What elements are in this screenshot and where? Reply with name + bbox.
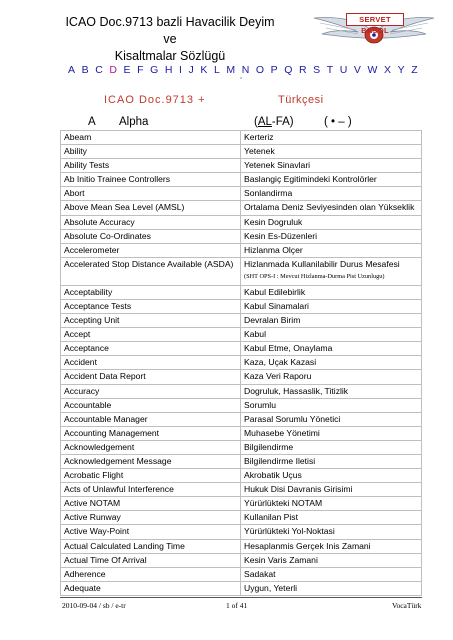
term-turkish <box>241 398 422 412</box>
table-row <box>61 257 422 285</box>
term-turkish-text: Bilgilendirme <box>244 441 294 452</box>
alphabet-letter-z[interactable]: Z <box>411 64 418 76</box>
alphabet-letter-q[interactable]: Q <box>284 64 293 76</box>
term-turkish-text: Sorumlu <box>244 399 276 410</box>
alphabet-letter-a[interactable]: A <box>68 64 76 76</box>
term-english: Accountable <box>61 398 241 412</box>
term-turkish-text: Yetenek Sinavlari <box>244 160 311 171</box>
term-english: Above Mean Sea Level (AMSL) <box>61 201 241 215</box>
alphabet-letter-o[interactable]: O <box>255 64 265 76</box>
term-turkish <box>241 356 422 370</box>
table-row <box>61 384 422 398</box>
term-turkish-text: Kullanilan Pist <box>244 512 298 523</box>
term-turkish <box>241 243 422 257</box>
term-turkish <box>241 159 422 173</box>
alphabet-caret: ˇ <box>240 78 243 85</box>
term-turkish <box>241 285 422 299</box>
term-turkish <box>241 483 422 497</box>
term-turkish-text: Hukuk Disi Davranis Girisimi <box>244 484 353 495</box>
term-turkish <box>241 145 422 159</box>
table-row <box>61 215 422 229</box>
term-english: Acts of Unlawful Interference <box>61 483 241 497</box>
footer-divider <box>60 597 422 598</box>
table-row <box>61 454 422 468</box>
table-row <box>61 299 422 313</box>
term-turkish-text: Dogruluk, Hassaslik, Titizlik <box>244 385 349 396</box>
pronunciation-stressed: AL <box>257 116 272 128</box>
term-turkish <box>241 187 422 201</box>
section-phonetic-name: Alpha <box>119 116 149 128</box>
section-pronunciation <box>254 116 294 128</box>
table-row <box>61 525 422 539</box>
term-english: Active NOTAM <box>61 497 241 511</box>
term-turkish-text: Devralan Birim <box>244 315 301 326</box>
term-turkish <box>241 539 422 553</box>
term-turkish-text: Kabul <box>244 329 266 340</box>
alphabet-letter-c[interactable]: C <box>95 64 103 76</box>
alphabet-letter-k[interactable]: K <box>200 64 208 76</box>
header-target-language: Türkçesi <box>278 94 324 106</box>
term-turkish <box>241 525 422 539</box>
alphabet-letter-d[interactable]: D <box>109 64 117 76</box>
table-row <box>61 342 422 356</box>
term-english: Accountable Manager <box>61 412 241 426</box>
term-turkish-text: Yetenek <box>244 146 275 157</box>
table-row <box>61 440 422 454</box>
term-english: Active Way-Point <box>61 525 241 539</box>
table-row <box>61 469 422 483</box>
term-turkish-text: Sonlandirma <box>244 188 293 199</box>
table-row <box>61 328 422 342</box>
table-row <box>61 229 422 243</box>
glossary-table <box>60 130 422 596</box>
header-source: ICAO Doc.9713 + <box>104 94 206 106</box>
alphabet-letter-e[interactable]: E <box>123 64 131 76</box>
servet-basol-logo <box>310 12 438 46</box>
table-row <box>61 145 422 159</box>
term-turkish <box>241 581 422 595</box>
term-english: Acceptance <box>61 342 241 356</box>
term-turkish <box>241 412 422 426</box>
term-turkish-text: Kesin Es-Düzenleri <box>244 230 318 241</box>
table-row <box>61 497 422 511</box>
table-row <box>61 370 422 384</box>
alphabet-letter-y[interactable]: Y <box>397 64 405 76</box>
table-row <box>61 187 422 201</box>
term-english: Absolute Co-Ordinates <box>61 229 241 243</box>
term-english: Accident <box>61 356 241 370</box>
term-turkish-text: Uygun, Yeterli <box>244 582 298 593</box>
term-turkish-text: Hizlanma Olçer <box>244 244 303 255</box>
term-turkish <box>241 384 422 398</box>
alphabet-letter-p[interactable]: P <box>270 64 278 76</box>
section-letter: A <box>88 116 96 128</box>
alphabet-letter-b[interactable]: B <box>81 64 89 76</box>
term-english: Accuracy <box>61 384 241 398</box>
table-row <box>61 314 422 328</box>
alphabet-index <box>68 64 418 76</box>
term-turkish-text: Kabul Edilebirlik <box>244 286 306 297</box>
term-note: (SHT OPS-I : Mevcut Hizlanma-Durma Pist Uzunlugu) <box>244 272 385 280</box>
term-turkish <box>241 314 422 328</box>
term-turkish <box>241 299 422 313</box>
table-row <box>61 426 422 440</box>
alphabet-letter-s[interactable]: S <box>313 64 321 76</box>
term-turkish-text: Yürürlükteki Yol-Noktasi <box>244 526 335 537</box>
term-english: Absolute Accuracy <box>61 215 241 229</box>
logo-text: SERVET BASOL <box>346 13 404 26</box>
alphabet-letter-g[interactable]: G <box>150 64 159 76</box>
term-english: Acceptability <box>61 285 241 299</box>
table-row <box>61 567 422 581</box>
term-turkish-text: Kabul Sinamalari <box>244 300 309 311</box>
term-english: Accelerated Stop Distance Available (ASDA) <box>61 257 241 285</box>
footer-date: 2010-09-04 / sb / e-tr <box>62 601 126 610</box>
alphabet-letter-l[interactable]: L <box>213 64 220 76</box>
term-turkish <box>241 257 422 285</box>
alphabet-letter-n[interactable]: N <box>241 64 250 76</box>
title-line-2: Kisaltmalar Sözlügü <box>114 49 226 63</box>
term-turkish-text: Kaza Veri Raporu <box>244 371 312 382</box>
term-english: Acknowledgement <box>61 440 241 454</box>
pronunciation-rest: -FA) <box>271 116 294 128</box>
term-english: Abeam <box>61 131 241 145</box>
term-english: Acceptance Tests <box>61 299 241 313</box>
term-turkish-text: Muhasebe Yönetimi <box>244 427 320 438</box>
term-turkish <box>241 328 422 342</box>
table-row <box>61 356 422 370</box>
table-row <box>61 159 422 173</box>
term-turkish <box>241 426 422 440</box>
term-turkish-text: Kerteriz <box>244 132 274 142</box>
morse-code: ( • – ) <box>324 116 352 128</box>
term-english: Active Runway <box>61 511 241 525</box>
term-turkish-text: Hizlanmada Kullanilabilir Durus Mesafesi <box>244 258 400 269</box>
alphabet-letter-j[interactable]: J <box>188 64 194 76</box>
table-row <box>61 243 422 257</box>
term-turkish-text: Bilgilendirme Iletisi <box>244 455 316 466</box>
term-english: Actual Time Of Arrival <box>61 553 241 567</box>
term-english: Accounting Management <box>61 426 241 440</box>
term-english: Ability <box>61 145 241 159</box>
table-row <box>61 398 422 412</box>
term-turkish-text: Ortalama Deniz Seviyesinden olan Yükseklik <box>244 202 415 213</box>
term-english: Acrobatic Flight <box>61 469 241 483</box>
table-row <box>61 412 422 426</box>
term-turkish-text: Sadakat <box>244 568 276 579</box>
term-english: Ability Tests <box>61 159 241 173</box>
alphabet-letter-h[interactable]: H <box>164 64 173 76</box>
table-row <box>61 131 422 145</box>
document-title <box>60 14 280 65</box>
term-turkish-text: Kesin Varis Zamani <box>244 554 318 565</box>
term-english: Actual Calculated Landing Time <box>61 539 241 553</box>
term-turkish-text: Parasal Sorumlu Yönetici <box>244 413 341 424</box>
alphabet-letter-f[interactable]: F <box>137 64 144 76</box>
term-turkish <box>241 440 422 454</box>
table-row <box>61 553 422 567</box>
term-turkish <box>241 370 422 384</box>
pronunciation-open: ( <box>254 116 258 128</box>
alphabet-letter-t[interactable]: T <box>326 64 334 76</box>
term-turkish <box>241 469 422 483</box>
alphabet-letter-m[interactable]: M <box>226 64 236 76</box>
table-row <box>61 511 422 525</box>
term-turkish <box>241 131 422 145</box>
term-english: Adequate <box>61 581 241 595</box>
title-line-1: ICAO Doc.9713 bazli Havacilik Deyim ve <box>65 15 275 46</box>
term-turkish-text: Baslangiç Egitimindeki Kontrolörler <box>244 174 377 185</box>
term-turkish-text: Hesaplanmis Gerçek Inis Zamani <box>244 540 371 551</box>
term-english: Ab Initio Trainee Controllers <box>61 173 241 187</box>
term-english: Accident Data Report <box>61 370 241 384</box>
table-row <box>61 285 422 299</box>
term-turkish <box>241 215 422 229</box>
table-row <box>61 173 422 187</box>
alphabet-letter-v[interactable]: V <box>353 64 361 76</box>
term-turkish-text: Kesin Dogruluk <box>244 216 303 227</box>
term-turkish <box>241 497 422 511</box>
alphabet-letter-x[interactable]: X <box>384 64 392 76</box>
table-row <box>61 581 422 595</box>
term-turkish-text: Kaza, Uçak Kazasi <box>244 357 317 368</box>
term-turkish <box>241 173 422 187</box>
term-english: Accepting Unit <box>61 314 241 328</box>
term-turkish <box>241 553 422 567</box>
term-turkish <box>241 454 422 468</box>
alphabet-letter-i[interactable]: I <box>179 64 182 76</box>
table-row <box>61 483 422 497</box>
term-turkish <box>241 201 422 215</box>
term-turkish <box>241 567 422 581</box>
term-turkish-text: Yürürlükteki NOTAM <box>244 498 323 509</box>
alphabet-letter-u[interactable]: U <box>339 64 348 76</box>
term-english: Abort <box>61 187 241 201</box>
footer-brand: VocaTürk <box>392 601 422 610</box>
footer-page-number: 1 of 41 <box>226 601 248 610</box>
term-turkish <box>241 511 422 525</box>
term-turkish <box>241 342 422 356</box>
alphabet-letter-w[interactable]: W <box>367 64 378 76</box>
term-english: Adherence <box>61 567 241 581</box>
alphabet-letter-r[interactable]: R <box>298 64 307 76</box>
term-english: Acknowledgement Message <box>61 454 241 468</box>
term-turkish <box>241 229 422 243</box>
table-row <box>61 539 422 553</box>
term-turkish-text: Akrobatik Uçus <box>244 470 302 481</box>
term-english: Accept <box>61 328 241 342</box>
term-turkish-text: Kabul Etme, Onaylama <box>244 343 333 354</box>
table-row <box>61 201 422 215</box>
term-english: Accelerometer <box>61 243 241 257</box>
